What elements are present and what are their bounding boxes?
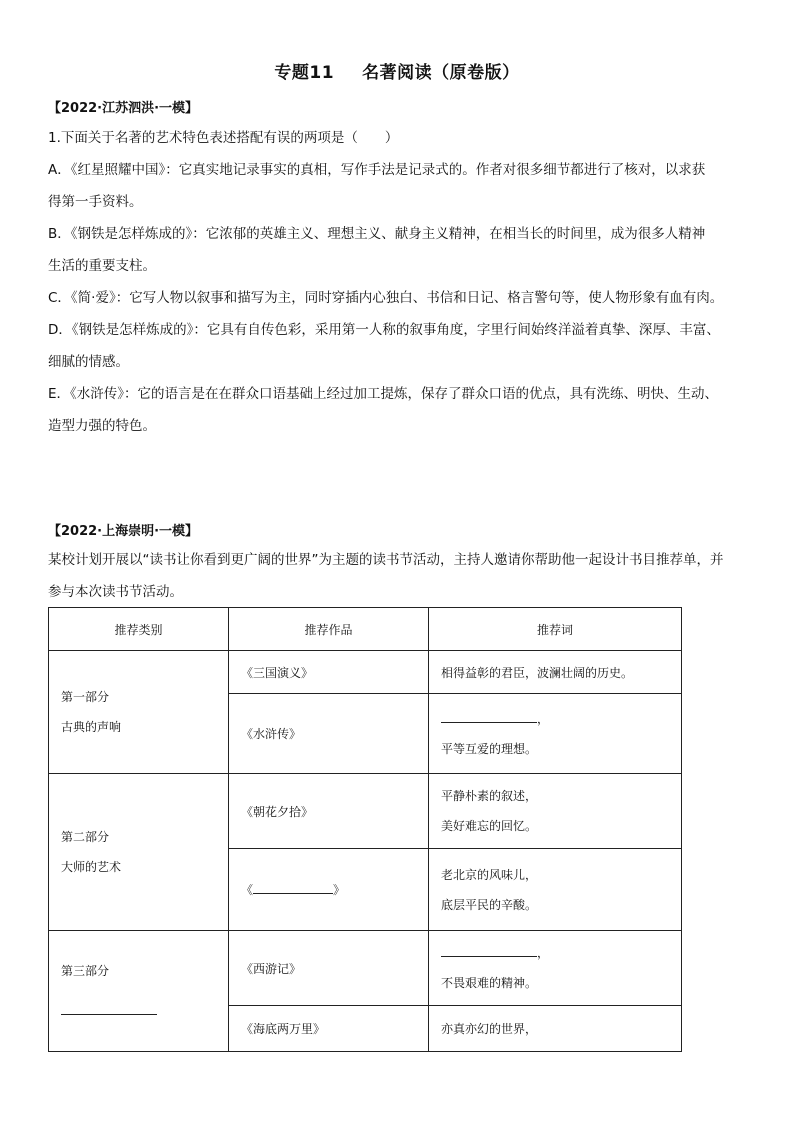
table-row <box>49 651 682 694</box>
words-line: 平等互爱的理想。 <box>441 741 538 756</box>
option-d-line1: D．《钢铁是怎样炼成的》：它具有自传色彩，采用第一人称的叙事角度，字里行间始终洋溢着真挚、深厚、丰富、 <box>48 322 720 338</box>
q1-source: 【2022·江苏泗洪·一模】 <box>48 101 199 116</box>
option-a-line1: A．《红星照耀中国》：它真实地记录事实的真相，写作手法是记录式的。作者对很多细节都进行了核对，以求获 <box>48 162 706 178</box>
work-cell: 《西游记》 <box>229 931 429 1006</box>
blank-punct: ， <box>537 946 550 960</box>
work-cell: 《三国演义》 <box>229 651 429 694</box>
page-title <box>0 58 794 83</box>
words-cell: 亦真亦幻的世界， <box>429 1006 682 1052</box>
table-row <box>49 931 682 1006</box>
topic-name: 名著阅读（原卷版） <box>362 63 520 83</box>
q2-intro-line2: 参与本次读书节活动。 <box>48 584 183 600</box>
words-line: 美好难忘的回忆。 <box>441 819 538 833</box>
work-cell <box>229 849 429 931</box>
topic-number: 专题11 <box>274 63 335 83</box>
work-cell: 《朝花夕拾》 <box>229 774 429 849</box>
book-mark-open: 《 <box>241 883 254 897</box>
header-work: 推荐作品 <box>229 608 429 651</box>
header-category: 推荐类别 <box>49 608 229 651</box>
table-header-row <box>49 608 682 651</box>
fill-blank[interactable] <box>253 881 333 894</box>
words-cell <box>429 774 682 849</box>
q2-intro <box>48 544 748 608</box>
option-e-line2: 造型力强的特色。 <box>48 418 156 434</box>
category-cell <box>49 774 229 931</box>
work-cell: 《海底两万里》 <box>229 1006 429 1052</box>
blank-punct: ， <box>537 711 550 726</box>
option-d-line2: 细腻的情感。 <box>48 354 129 370</box>
option-b-line1: B．《钢铁是怎样炼成的》：它浓郁的英雄主义、理想主义、献身主义精神，在相当长的时间里，成为很多人精神 <box>48 226 706 242</box>
category-title: 大师的艺术 <box>61 860 122 874</box>
work-cell: 《水浒传》 <box>229 694 429 774</box>
fill-blank[interactable] <box>441 710 537 723</box>
option-c-line1: C．《简·爱》：它写人物以叙事和描写为主，同时穿插内心独白、书信和日记、格言警句等，使人物形象有血有肉。 <box>48 290 724 306</box>
category-part: 第一部分 <box>61 690 110 704</box>
words-cell <box>429 931 682 1006</box>
words-line: 底层平民的辛酸。 <box>441 897 538 912</box>
q1-stem: 1.下面关于名著的艺术特色表述搭配有误的两项是（ ） <box>48 130 399 146</box>
category-part: 第二部分 <box>61 830 110 844</box>
words-line: 平静朴素的叙述， <box>441 789 538 803</box>
table-row <box>49 774 682 849</box>
option-a-line2: 得第一手资料。 <box>48 194 143 210</box>
book-mark-close: 》 <box>333 883 346 897</box>
q2-source: 【2022·上海崇明·一模】 <box>48 524 199 539</box>
category-part: 第三部分 <box>61 964 110 978</box>
q1-block <box>48 122 748 442</box>
words-line: 老北京的风味儿， <box>441 867 538 882</box>
category-cell <box>49 651 229 774</box>
words-cell <box>429 849 682 931</box>
words-cell: 相得益彰的君臣，波澜壮阔的历史。 <box>429 651 682 694</box>
fill-blank[interactable] <box>61 1002 157 1015</box>
option-b-line2: 生活的重要支柱。 <box>48 258 156 274</box>
recommendation-table <box>48 607 682 1052</box>
q2-intro-line1: 某校计划开展以“读书让你看到更广阔的世界”为主题的读书节活动，主持人邀请你帮助他一起设计书目推荐单，并 <box>48 552 724 568</box>
option-e-line1: E．《水浒传》：它的语言是在在群众口语基础上经过加工提炼，保存了群众口语的优点，具有洗练、明快、生动、 <box>48 386 719 402</box>
words-cell <box>429 694 682 774</box>
header-words: 推荐词 <box>429 608 682 651</box>
category-cell <box>49 931 229 1052</box>
words-line: 不畏艰难的精神。 <box>441 976 538 990</box>
category-title: 古典的声响 <box>61 720 122 734</box>
fill-blank[interactable] <box>441 944 537 957</box>
